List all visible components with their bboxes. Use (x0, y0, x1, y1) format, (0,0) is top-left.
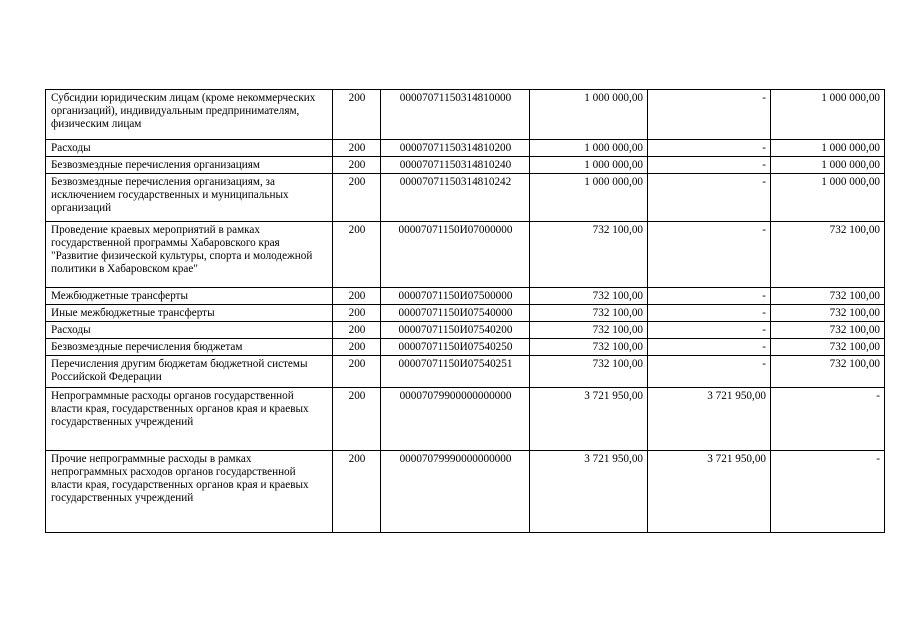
row-budget-code-cell: 00007071150314810240 (381, 157, 530, 174)
table-row (46, 174, 885, 222)
row-plan-cell: 3 721 950,00 (530, 451, 648, 533)
row-name-cell: Перечисления другим бюджетам бюджетной системы Российской Федерации (46, 356, 333, 388)
row-plan-cell: 732 100,00 (530, 222, 648, 288)
row-admin-code-cell: 200 (333, 140, 381, 157)
table-row (46, 322, 885, 339)
table-row (46, 388, 885, 451)
row-executed-cell: - (648, 140, 771, 157)
row-admin-code-cell: 200 (333, 339, 381, 356)
row-remaining-cell: 732 100,00 (771, 305, 885, 322)
row-budget-code-cell: 00007071150И07000000 (381, 222, 530, 288)
row-executed-cell: 3 721 950,00 (648, 388, 771, 451)
row-executed-cell: - (648, 356, 771, 388)
row-name-cell: Субсидии юридическим лицам (кроме некоммерческих организаций), индивидуальным предпринимателям, физическим лицам (46, 90, 333, 140)
row-remaining-cell: 732 100,00 (771, 288, 885, 305)
row-budget-code-cell: 00007071150314810000 (381, 90, 530, 140)
row-budget-code-cell: 00007079900000000000 (381, 388, 530, 451)
row-budget-code-cell: 00007071150И07540251 (381, 356, 530, 388)
row-executed-cell: - (648, 288, 771, 305)
row-admin-code-cell: 200 (333, 174, 381, 222)
row-admin-code-cell: 200 (333, 288, 381, 305)
row-remaining-cell: - (771, 388, 885, 451)
row-remaining-cell: 732 100,00 (771, 322, 885, 339)
row-plan-cell: 1 000 000,00 (530, 157, 648, 174)
row-plan-cell: 732 100,00 (530, 339, 648, 356)
row-budget-code-cell: 00007079990000000000 (381, 451, 530, 533)
row-executed-cell: - (648, 174, 771, 222)
row-executed-cell: - (648, 222, 771, 288)
row-admin-code-cell: 200 (333, 90, 381, 140)
row-remaining-cell: 732 100,00 (771, 339, 885, 356)
row-plan-cell: 732 100,00 (530, 356, 648, 388)
row-plan-cell: 1 000 000,00 (530, 90, 648, 140)
row-remaining-cell: 732 100,00 (771, 356, 885, 388)
row-plan-cell: 1 000 000,00 (530, 174, 648, 222)
table-row (46, 305, 885, 322)
row-plan-cell: 3 721 950,00 (530, 388, 648, 451)
row-budget-code-cell: 00007071150И07540250 (381, 339, 530, 356)
row-name-cell: Проведение краевых мероприятий в рамках государственной программы Хабаровского края "Развитие физической культуры, спорта и молодежной политики в Хабаровском крае" (46, 222, 333, 288)
row-executed-cell: - (648, 305, 771, 322)
row-plan-cell: 1 000 000,00 (530, 140, 648, 157)
row-name-cell: Безвозмездные перечисления бюджетам (46, 339, 333, 356)
row-executed-cell: - (648, 339, 771, 356)
row-name-cell: Непрограммные расходы органов государственной власти края, государственных органов края и краевых государственных учреждений (46, 388, 333, 451)
row-name-cell: Межбюджетные трансферты (46, 288, 333, 305)
table-row (46, 222, 885, 288)
row-admin-code-cell: 200 (333, 222, 381, 288)
table-row (46, 356, 885, 388)
row-name-cell: Безвозмездные перечисления организациям (46, 157, 333, 174)
table-row (46, 451, 885, 533)
row-remaining-cell: 1 000 000,00 (771, 90, 885, 140)
table-row (46, 157, 885, 174)
row-budget-code-cell: 00007071150314810200 (381, 140, 530, 157)
row-executed-cell: - (648, 90, 771, 140)
table-row (46, 90, 885, 140)
row-admin-code-cell: 200 (333, 451, 381, 533)
table-row (46, 288, 885, 305)
row-executed-cell: - (648, 322, 771, 339)
row-admin-code-cell: 200 (333, 356, 381, 388)
row-budget-code-cell: 00007071150И07500000 (381, 288, 530, 305)
row-executed-cell: - (648, 157, 771, 174)
row-budget-code-cell: 00007071150И07540000 (381, 305, 530, 322)
row-name-cell: Иные межбюджетные трансферты (46, 305, 333, 322)
row-plan-cell: 732 100,00 (530, 322, 648, 339)
row-admin-code-cell: 200 (333, 305, 381, 322)
row-plan-cell: 732 100,00 (530, 305, 648, 322)
row-name-cell: Безвозмездные перечисления организациям, за исключением государственных и муниципальных организаций (46, 174, 333, 222)
row-plan-cell: 732 100,00 (530, 288, 648, 305)
row-budget-code-cell: 00007071150И07540200 (381, 322, 530, 339)
row-budget-code-cell: 00007071150314810242 (381, 174, 530, 222)
row-name-cell: Расходы (46, 140, 333, 157)
budget-expenditure-table (45, 89, 885, 533)
row-name-cell: Прочие непрограммные расходы в рамках непрограммных расходов органов государственной власти края, государственных органов края и краевых государственных учреждений (46, 451, 333, 533)
row-executed-cell: 3 721 950,00 (648, 451, 771, 533)
row-admin-code-cell: 200 (333, 157, 381, 174)
row-remaining-cell: 732 100,00 (771, 222, 885, 288)
row-admin-code-cell: 200 (333, 388, 381, 451)
row-remaining-cell: 1 000 000,00 (771, 140, 885, 157)
row-admin-code-cell: 200 (333, 322, 381, 339)
row-name-cell: Расходы (46, 322, 333, 339)
row-remaining-cell: 1 000 000,00 (771, 174, 885, 222)
table-row (46, 339, 885, 356)
table-row (46, 140, 885, 157)
row-remaining-cell: 1 000 000,00 (771, 157, 885, 174)
row-remaining-cell: - (771, 451, 885, 533)
